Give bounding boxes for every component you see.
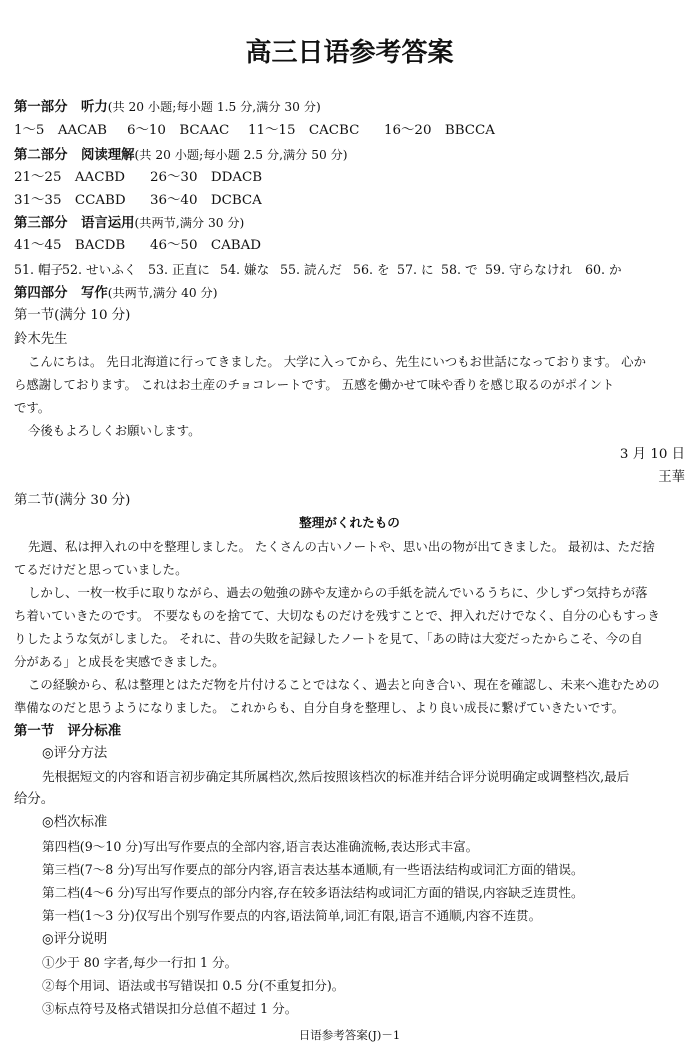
fill-answer: 55. 読んだ — [280, 262, 342, 277]
letter-line: です。 — [14, 400, 51, 415]
part2-note: (共 20 小题;每小题 2.5 分,满分 50 分) — [134, 148, 348, 162]
essay-line: 準備なのだと思うようになりました。 これからも、自分自身を整理し、より良い成長に繋げていきたいです。 — [14, 700, 625, 715]
note-item: ②每个用词、语法或书写错误扣 0.5 分(不重复扣分)。 — [42, 978, 345, 993]
letter-line: こんにちは。 先日北海道に行ってきました。 大学に入ってから、先生にいつもお世話になっております。 心か — [28, 354, 646, 369]
fill-answer: 52. せいふく — [62, 262, 137, 277]
fill-answer: 51. 帽子 — [14, 262, 64, 277]
answer-group: 36～40 DCBCA — [150, 193, 262, 208]
part1-note: (共 20 小题;每小题 1.5 分,满分 30 分) — [107, 100, 321, 114]
part3-note: (共两节,满分 30 分) — [134, 216, 245, 230]
part3-answer-row — [14, 237, 261, 255]
essay-line: この経験から、私は整理とはただ物を片付けることではなく、過去と向き合い、現在を確認し、未来へ進むための — [28, 677, 660, 692]
note-item: ③标点符号及格式错误扣分总值不超过 1 分。 — [42, 1001, 298, 1016]
essay-line: ち着いていきたのです。 不要なものを捨てて、大切なものだけを残すことで、押入れだけでなく、自分の心もすっき — [14, 608, 660, 623]
part2-answer-row — [14, 192, 262, 210]
levels-heading: ◎档次标准 — [42, 815, 108, 830]
level-item: 第四档(9～10 分)写出写作要点的全部内容,语言表达准确流畅,表达形式丰富。 — [42, 839, 479, 854]
part4-heading — [14, 284, 218, 303]
part2-head: 第二部分 阅读理解 — [14, 147, 135, 163]
part3-heading — [14, 214, 244, 233]
method-heading: ◎评分方法 — [42, 746, 108, 761]
level-item: 第三档(7～8 分)写出写作要点的部分内容,语言表达基本通顺,有一些语法结构或词汇方面的错误。 — [42, 862, 584, 877]
fill-answer: 54. 嫌な — [220, 262, 270, 277]
fill-answer: 59. 守らなけれ — [485, 262, 573, 277]
part4-note: (共两节,满分 40 分) — [107, 286, 218, 300]
fill-answer: 53. 正直に — [148, 262, 210, 277]
page-title: 高三日语参考答案 — [245, 38, 454, 68]
answer-group: 11～15 CACBC — [248, 123, 360, 138]
part3-fill-row — [14, 261, 622, 279]
page-footer: 日语参考答案(J)－1 — [298, 1028, 401, 1042]
answer-group: 16～20 BBCCA — [384, 123, 495, 138]
part1-answer-row — [14, 122, 495, 140]
letter-line: ら感謝しております。 これはお土産のチョコレートです。 五感を働かせて味や香りを感じ取るのがポイント — [14, 377, 615, 392]
answer-group: 41～45 BACDB — [14, 238, 126, 253]
part4-head: 第四部分 写作 — [14, 285, 108, 301]
essay-line: りしたような気がしました。 それに、昔の失敗を記録したノートを見て、「あの時は大変だったからこそ、今の自 — [14, 631, 643, 646]
letter-date: 3 月 10 日 — [619, 447, 685, 462]
notes-heading: ◎评分说明 — [42, 932, 108, 947]
answer-group: 31～35 CCABD — [14, 193, 126, 208]
essay-line: しかし、一枚一枚手に取りながら、過去の勉強の跡や友達からの手紙を読んでいるうちに、少しずつ気持ちが落 — [28, 585, 648, 600]
essay-line: 分がある」と成長を実感できました。 — [14, 654, 225, 669]
essay-line: 先週、私は押入れの中を整理しました。 たくさんの古いノートや、思い出の物が出てきました。 最初は、ただ捨 — [28, 539, 655, 554]
letter-closing: 今後もよろしくお願いします。 — [28, 423, 201, 438]
part1-heading — [14, 98, 321, 117]
part2-heading — [14, 146, 348, 165]
answer-group: 46～50 CABAD — [150, 238, 262, 253]
answer-group: 26～30 DDACB — [150, 170, 263, 185]
section2-heading: 第二节(满分 30 分) — [14, 493, 131, 508]
letter-salutation: 鈴木先生 — [14, 332, 68, 347]
part3-head: 第三部分 语言运用 — [14, 215, 135, 231]
part1-head: 第一部分 听力 — [14, 99, 108, 115]
level-item: 第二档(4～6 分)写出写作要点的部分内容,存在较多语法结构或词汇方面的错误,内容缺乏连贯性。 — [42, 885, 584, 900]
letter-signature: 王華 — [658, 470, 685, 485]
fill-answer: 57. に — [397, 262, 434, 277]
criteria-heading: 第一节 评分标准 — [14, 723, 122, 739]
note-item: ①少于 80 字者,每少一行扣 1 分。 — [42, 955, 238, 970]
answer-group: 6～10 BCAAC — [127, 123, 230, 138]
part2-answer-row — [14, 169, 262, 187]
fill-answer: 56. を — [353, 262, 390, 277]
method-text: 先根据短文的内容和语言初步确定其所属档次,然后按照该档次的标准并结合评分说明确定或调整档次,最后 — [42, 769, 630, 784]
fill-answer: 58. で — [441, 262, 478, 277]
method-text: 给分。 — [14, 792, 55, 807]
answer-group: 1～5 AACAB — [14, 123, 107, 138]
section1-heading: 第一节(满分 10 分) — [14, 308, 131, 323]
fill-answer: 60. か — [585, 262, 622, 277]
level-item: 第一档(1～3 分)仅写出个别写作要点的内容,语法简单,词汇有限,语言不通顺,内容不连贯。 — [42, 908, 542, 923]
essay-line: てるだけだと思っていました。 — [14, 562, 188, 577]
answer-group: 21～25 AACBD — [14, 170, 126, 185]
essay-title: 整理がくれたもの — [299, 515, 400, 530]
